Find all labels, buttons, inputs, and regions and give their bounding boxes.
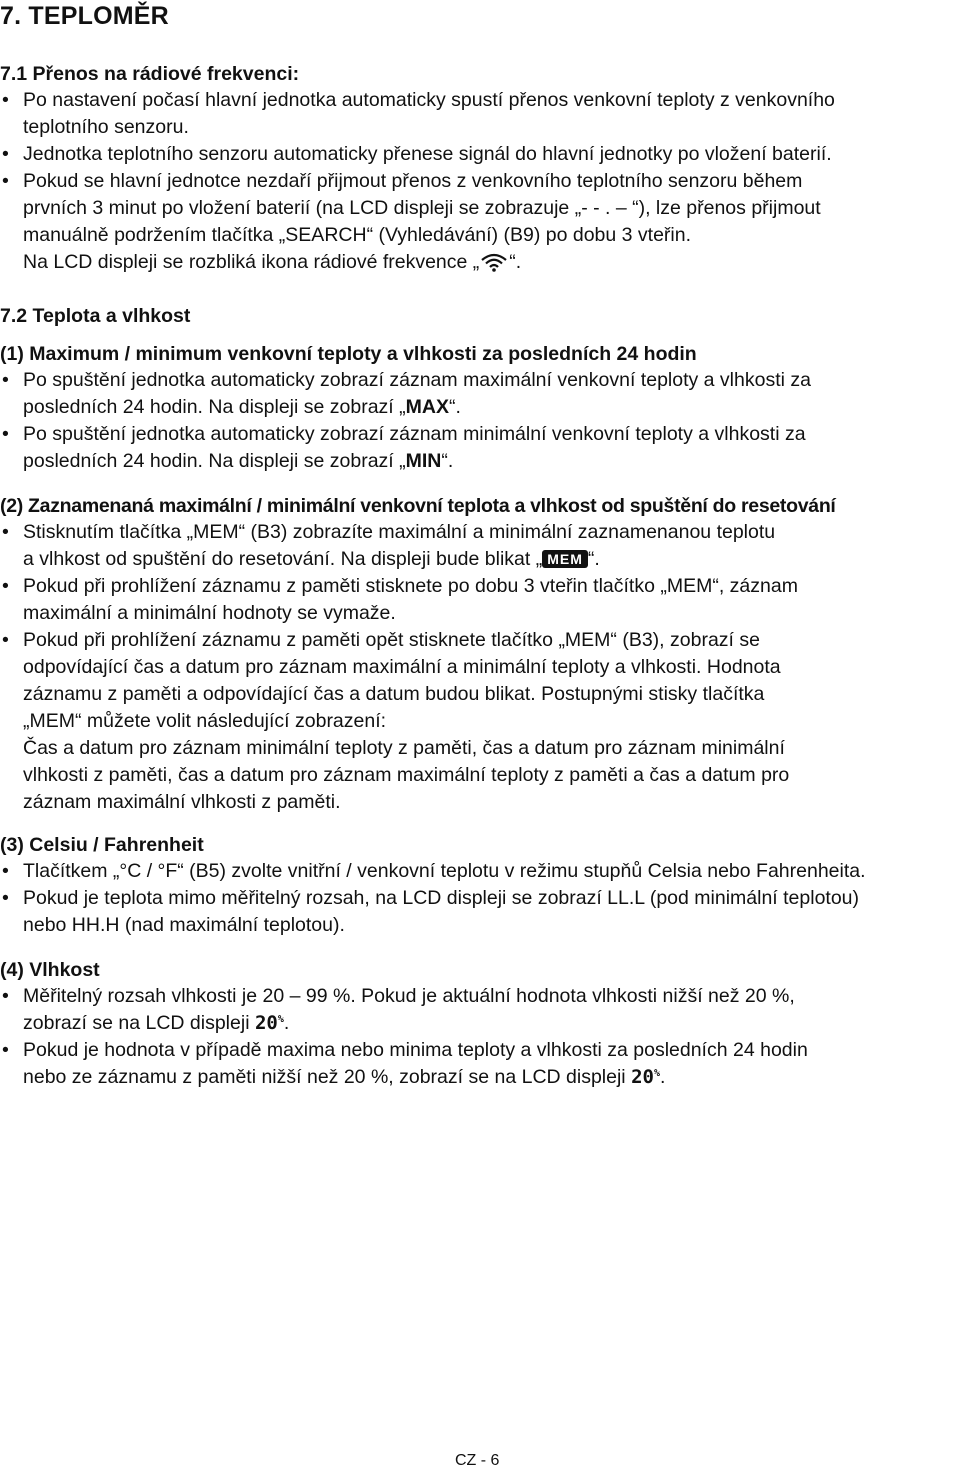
bullet: • xyxy=(2,143,9,165)
min-label: MIN xyxy=(405,450,442,472)
text-line: Pokud je hodnota v případě maxima nebo minima teploty a vlhkosti za posledních 24 hodin xyxy=(23,1039,808,1061)
text-line: Po spuštění jednotka automaticky zobrazí záznam minimální venkovní teploty a vlhkosti za xyxy=(23,423,806,445)
text-line: Jednotka teplotního senzoru automaticky přenese signál do hlavní jednotky po vložení baterií. xyxy=(23,143,832,165)
mem-icon: MEM xyxy=(542,550,588,568)
text-line: manuálně podržením tlačítka „SEARCH“ (Vyhledávání) (B9) po dobu 3 vteřin. xyxy=(23,224,692,246)
text-line: Po spuštění jednotka automaticky zobrazí záznam maximální venkovní teploty a vlhkosti za xyxy=(23,369,811,391)
bullet: • xyxy=(2,887,9,909)
text-line: Po nastavení počasí hlavní jednotka automaticky spustí přenos venkovní teploty z venkovního xyxy=(23,89,835,111)
bullet: • xyxy=(2,860,9,882)
page-title: 7. TEPLOMĚR xyxy=(0,2,169,30)
lcd-humidity-icon: 20% xyxy=(254,1012,284,1034)
text-line: „MEM“ můžete volit následující zobrazení: xyxy=(23,710,387,732)
text-line: Čas a datum pro záznam minimální teploty z paměti, čas a datum pro záznam minimální xyxy=(23,737,785,759)
section-7-1-heading: 7.1 Přenos na rádiové frekvenci: xyxy=(0,63,300,85)
text-line: a vlhkost od spuštění do resetování. Na displeji bude blikat „ MEM “. xyxy=(23,548,600,570)
subsection-4-heading: (4) Vlhkost xyxy=(0,959,100,981)
text-line: vlhkosti z paměti, čas a datum pro záznam maximální teploty z paměti a čas a datum pro xyxy=(23,764,790,786)
bullet: • xyxy=(2,423,9,445)
text-line: nebo ze záznamu z paměti nižší než 20 %, zobrazí se na LCD displeji 20%. xyxy=(23,1066,666,1088)
bullet: • xyxy=(2,170,9,192)
section-7-2-heading: 7.2 Teplota a vlhkost xyxy=(0,305,191,327)
text-line: prvních 3 minut po vložení baterií (na LCD displeji se zobrazuje „- - . – “), lze přenos přijmout xyxy=(23,197,821,219)
text-line: Stisknutím tlačítka „MEM“ (B3) zobrazíte maximální a minimální zaznamenanou teplotu xyxy=(23,521,776,543)
text-line: záznamu z paměti a odpovídající čas a datum budou blikat. Postupnými stisky tlačítka xyxy=(23,683,765,705)
subsection-1-heading: (1) Maximum / minimum venkovní teploty a vlhkosti za posledních 24 hodin xyxy=(0,343,697,365)
bullet: • xyxy=(2,1039,9,1061)
bullet: • xyxy=(2,575,9,597)
bullet: • xyxy=(2,369,9,391)
text-line: Pokud se hlavní jednotce nezdaří přijmout přenos z venkovního teplotního senzoru během xyxy=(23,170,803,192)
text-line: Pokud při prohlížení záznamu z paměti opět stisknete tlačítko „MEM“ (B3), zobrazí se xyxy=(23,629,760,651)
text-line: posledních 24 hodin. Na displeji se zobrazí „MAX“. xyxy=(23,396,461,418)
subsection-2-heading: (2) Zaznamenaná maximální / minimální venkovní teplota a vlhkost od spuštění do resetování xyxy=(0,495,836,517)
text-line: Pokud je teplota mimo měřitelný rozsah, na LCD displeji se zobrazí LL.L (pod minimální teplotou) xyxy=(23,887,860,909)
text-line: Pokud při prohlížení záznamu z paměti stisknete po dobu 3 vteřin tlačítko „MEM“, záznam xyxy=(23,575,798,597)
text-line: záznam maximální vlhkosti z paměti. xyxy=(23,791,341,813)
text-line: teplotního senzoru. xyxy=(23,116,189,138)
radio-frequency-icon xyxy=(479,252,509,272)
lcd-humidity-icon: 20% xyxy=(631,1066,660,1088)
text-line: nebo HH.H (nad maximální teplotou). xyxy=(23,914,345,936)
bullet: • xyxy=(2,521,9,543)
text-line: maximální a minimální hodnoty se vymaže. xyxy=(23,602,396,624)
max-label: MAX xyxy=(405,396,449,418)
page-number: CZ - 6 xyxy=(455,1452,500,1469)
subsection-3-heading: (3) Celsiu / Fahrenheit xyxy=(0,834,204,856)
text-line: posledních 24 hodin. Na displeji se zobrazí „MIN“. xyxy=(23,450,454,472)
text-line: Tlačítkem „°C / °F“ (B5) zvolte vnitřní / venkovní teplotu v režimu stupňů Celsia nebo Fahrenheita. xyxy=(23,860,866,882)
bullet: • xyxy=(2,985,9,1007)
text-line: zobrazí se na LCD displeji 20%. xyxy=(23,1012,290,1034)
text-line: Měřitelný rozsah vlhkosti je 20 – 99 %. Pokud je aktuální hodnota vlhkosti nižší než 20 %, xyxy=(23,985,795,1007)
text-line: odpovídající čas a datum pro záznam maximální a minimální teploty a vlhkosti. Hodnota xyxy=(23,656,781,678)
bullet: • xyxy=(2,629,9,651)
text-line: Na LCD displeji se rozbliká ikona rádiové frekvence „ “. xyxy=(23,251,522,273)
bullet: • xyxy=(2,89,9,111)
